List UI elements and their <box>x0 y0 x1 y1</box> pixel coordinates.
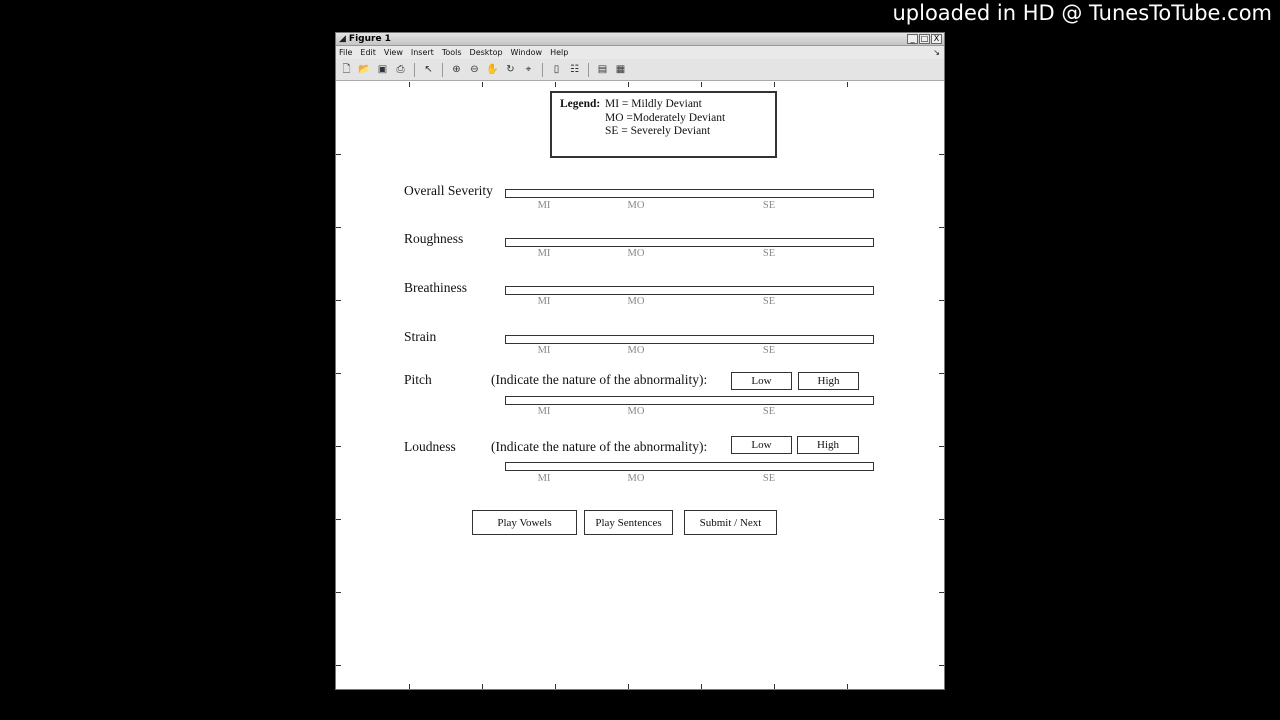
watermark-text: uploaded in HD @ TunesToTube.com <box>892 1 1272 25</box>
axis-tick <box>336 227 341 228</box>
save-icon[interactable]: ▣ <box>377 64 388 75</box>
scale-mark-se: SE <box>762 248 776 259</box>
window-controls <box>907 34 944 44</box>
scale-mark-mi: MI <box>537 200 551 211</box>
pitch-slider[interactable] <box>505 396 874 405</box>
play-sentences-button[interactable]: Play Sentences <box>584 510 673 535</box>
axis-tick <box>336 154 341 155</box>
overall-severity-label: Overall Severity <box>404 183 493 198</box>
axis-tick <box>939 154 944 155</box>
toolbar-separator <box>442 63 443 77</box>
axis-tick <box>847 684 848 689</box>
axis-tick <box>939 227 944 228</box>
menu-insert[interactable]: Insert <box>410 48 434 57</box>
axis-tick <box>336 519 341 520</box>
scale-mark-mi: MI <box>537 248 551 259</box>
toolbar-separator <box>542 63 543 77</box>
scale-mark-mi: MI <box>537 473 551 484</box>
breathiness-label: Breathiness <box>404 280 467 295</box>
breathiness-slider[interactable] <box>505 286 874 295</box>
zoom-in-icon[interactable]: ⊕ <box>452 64 461 75</box>
menu-window[interactable]: Window <box>510 48 543 57</box>
axis-tick <box>939 665 944 666</box>
pitch-low-button[interactable]: Low <box>731 372 792 390</box>
axis-tick <box>409 684 410 689</box>
legend-icon[interactable]: ☷ <box>570 64 579 75</box>
plot-tools-show-icon[interactable]: ▦ <box>615 64 626 75</box>
axis-tick <box>555 82 556 87</box>
axis-tick <box>701 684 702 689</box>
axis-tick <box>628 82 629 87</box>
scale-mark-mo: MO <box>627 345 645 356</box>
roughness-slider[interactable] <box>505 238 874 247</box>
zoom-out-icon[interactable]: ⊖ <box>470 64 479 75</box>
rotate-icon[interactable]: ↻ <box>506 64 515 75</box>
axis-tick <box>336 300 341 301</box>
axis-tick <box>555 684 556 689</box>
axis-tick <box>336 446 341 447</box>
axis-tick <box>939 519 944 520</box>
scale-mark-mi: MI <box>537 296 551 307</box>
open-icon[interactable]: 📂 <box>358 64 371 75</box>
axis-tick <box>482 684 483 689</box>
scale-mark-se: SE <box>762 345 776 356</box>
scale-mark-se: SE <box>762 406 776 417</box>
axis-tick <box>774 684 775 689</box>
pitch-high-button[interactable]: High <box>798 372 859 390</box>
menu-desktop[interactable]: Desktop <box>469 48 503 57</box>
menu-edit[interactable]: Edit <box>360 48 376 57</box>
new-file-icon[interactable]: 🗋 <box>342 64 351 75</box>
scale-mark-se: SE <box>762 473 776 484</box>
toolbar <box>336 59 944 81</box>
menu-view[interactable]: View <box>383 48 403 57</box>
legend-item-mo: MO =Moderately Deviant <box>605 111 726 124</box>
submit-next-button[interactable]: Submit / Next <box>684 510 777 535</box>
close-button[interactable]: X <box>931 34 942 44</box>
scale-mark-mi: MI <box>537 406 551 417</box>
toolbar-separator <box>414 63 415 77</box>
data-cursor-icon[interactable]: ⌖ <box>525 64 532 75</box>
pan-icon[interactable]: ✋ <box>486 64 499 75</box>
play-vowels-button[interactable]: Play Vowels <box>472 510 577 535</box>
strain-slider[interactable] <box>505 335 874 344</box>
axis-tick <box>939 446 944 447</box>
axis-tick <box>701 82 702 87</box>
dock-arrow-icon[interactable]: ↘ <box>933 48 940 57</box>
scale-mark-se: SE <box>762 296 776 307</box>
legend-item-mi: MI = Mildly Deviant <box>605 98 702 110</box>
overall-severity-slider[interactable] <box>505 189 874 198</box>
print-icon[interactable]: ⎙ <box>396 64 405 75</box>
axis-tick <box>939 373 944 374</box>
scale-mark-mo: MO <box>627 200 645 211</box>
strain-label: Strain <box>404 329 437 344</box>
legend-item-se: SE = Severely Deviant <box>605 125 711 137</box>
menu-tools[interactable]: Tools <box>441 48 462 57</box>
axis-tick <box>336 373 341 374</box>
scale-mark-se: SE <box>762 200 776 211</box>
roughness-label: Roughness <box>404 231 464 246</box>
scale-mark-mi: MI <box>537 345 551 356</box>
scale-mark-mo: MO <box>627 248 645 259</box>
pitch-instruction: (Indicate the nature of the abnormality): <box>491 372 708 387</box>
axis-tick <box>409 82 410 87</box>
loudness-label: Loudness <box>404 439 456 454</box>
loudness-instruction: (Indicate the nature of the abnormality): <box>491 439 708 454</box>
scale-mark-mo: MO <box>627 406 645 417</box>
loudness-low-button[interactable]: Low <box>731 436 792 454</box>
matlab-figure-icon: ◢ <box>339 34 346 44</box>
figure-axes <box>336 82 944 689</box>
legend-title: Legend: <box>560 98 601 110</box>
axis-tick <box>774 82 775 87</box>
scale-mark-mo: MO <box>627 473 645 484</box>
colorbar-icon[interactable]: ▯ <box>553 64 560 75</box>
window-title: Figure 1 <box>348 34 391 44</box>
figure-window <box>335 32 945 690</box>
legend-box <box>550 91 777 158</box>
axis-tick <box>628 684 629 689</box>
title-bar[interactable] <box>336 33 944 46</box>
minimize-button[interactable]: _ <box>907 34 918 44</box>
toolbar-separator <box>588 63 589 77</box>
menu-file[interactable]: File <box>339 48 353 57</box>
axis-tick <box>939 592 944 593</box>
loudness-high-button[interactable]: High <box>797 436 859 454</box>
plot-tools-hide-icon[interactable]: ▤ <box>597 64 608 75</box>
axis-tick <box>336 592 341 593</box>
axis-tick <box>847 82 848 87</box>
pitch-label: Pitch <box>404 372 432 387</box>
loudness-slider[interactable] <box>505 462 874 471</box>
axis-tick <box>336 665 341 666</box>
scale-mark-mo: MO <box>627 296 645 307</box>
pointer-icon[interactable]: ↖ <box>424 64 433 75</box>
menu-help[interactable]: Help <box>550 48 569 57</box>
maximize-button[interactable]: □ <box>920 34 929 43</box>
menu-bar <box>336 46 944 59</box>
axis-tick <box>482 82 483 87</box>
axis-tick <box>939 300 944 301</box>
